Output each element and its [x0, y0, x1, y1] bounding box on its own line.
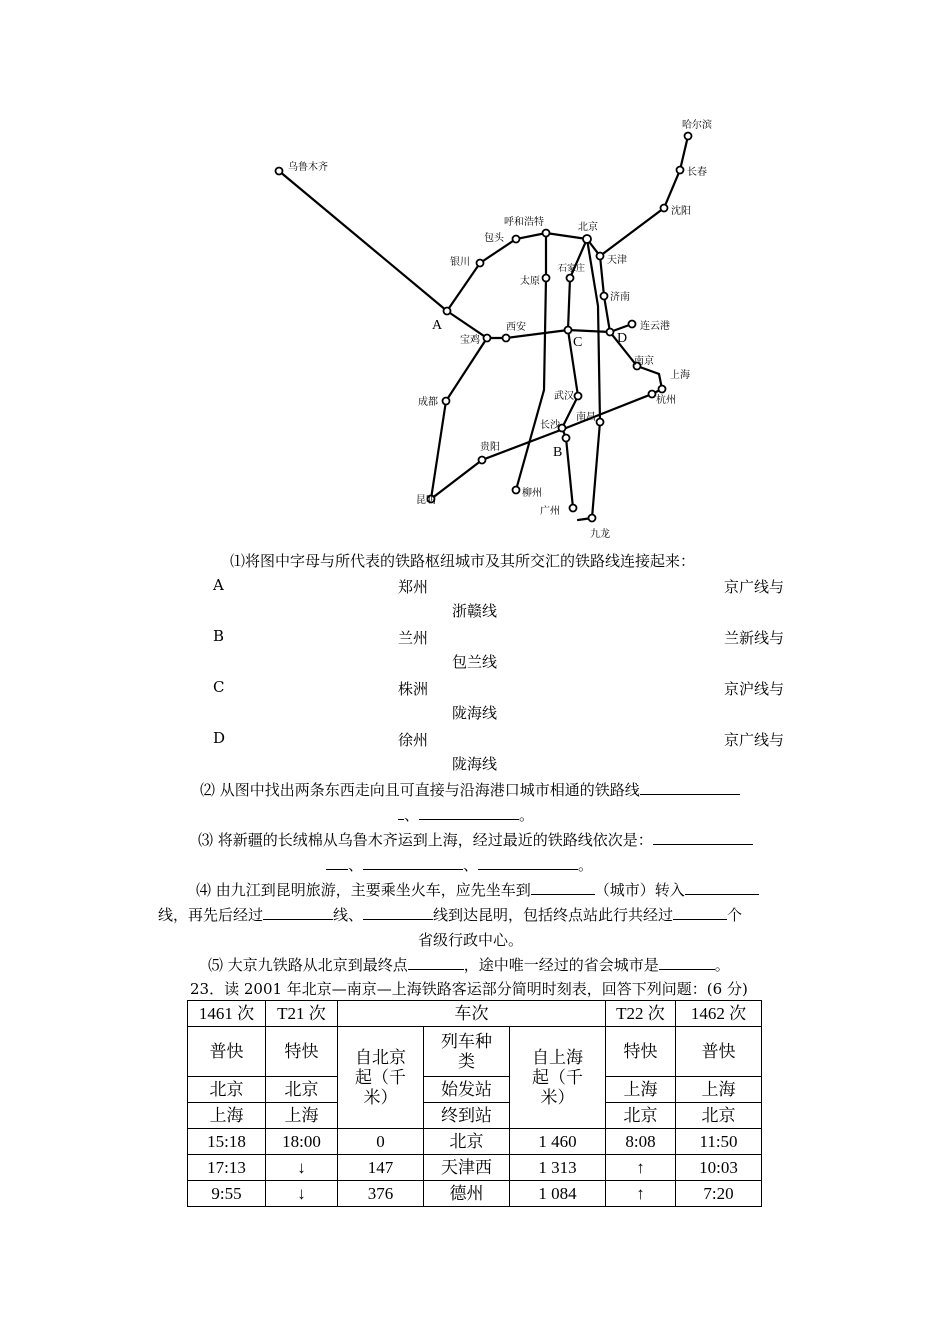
q2-text: [200, 779, 740, 800]
q1-city-b: 兰州: [398, 629, 429, 647]
q1-line-b2: 包兰线: [452, 653, 498, 671]
dest-1461: 上海: [188, 1103, 266, 1129]
station-shijiazhuang: [567, 275, 574, 282]
station-shenyang: [661, 205, 668, 212]
letter-D: D: [617, 331, 628, 346]
letter-C: C: [573, 335, 583, 350]
cell: 376: [338, 1181, 424, 1207]
hdr-t21: T21 次: [266, 1001, 338, 1027]
station-taiyuan: [543, 275, 550, 282]
table-row: [188, 1129, 762, 1155]
station-hangzhou: [649, 391, 656, 398]
timetable: [187, 1000, 762, 1207]
station-baoji: [484, 335, 491, 342]
label-hangzhou: 杭州: [656, 395, 676, 406]
station-C: [565, 327, 572, 334]
station-lianyungang: [629, 321, 636, 328]
q1-line-c: 京沪线与: [724, 680, 785, 698]
letter-B: B: [553, 445, 563, 460]
q3-part-a: ⑶ 将新疆的长绒棉从乌鲁木齐运到上海，经过最近的铁路线依次是：: [198, 831, 653, 849]
table-row: [188, 1155, 762, 1181]
q5-blank-1[interactable]: [408, 969, 464, 970]
label-urumqi: 乌鲁木齐: [288, 162, 328, 173]
label-hohhot: 呼和浩特: [504, 217, 544, 228]
cell: 11:50: [676, 1129, 762, 1155]
q1-letter-a: A: [213, 576, 224, 594]
label-xian: 西安: [506, 322, 526, 333]
cell: 17:13: [188, 1155, 266, 1181]
q3-blank-2[interactable]: [363, 869, 463, 870]
label-yinchuan: 银川: [450, 257, 470, 268]
label-baoji: 宝鸡: [460, 335, 480, 346]
station-yinchuan: [477, 260, 484, 267]
hdr-from-bj: 自北京起（千米）: [338, 1027, 424, 1129]
q4-line2: 线，再先后经过 线、 线到达昆明，包括终点站此行共经过 个: [158, 906, 743, 924]
label-lianyungang: 连云港: [640, 321, 670, 332]
cell: 7:20: [676, 1181, 762, 1207]
cell: ↓: [266, 1181, 338, 1207]
q23-title: 23．读 2001 年北京—南京—上海铁路客运部分简明时刻表，回答下列问题：(6 分): [190, 980, 748, 998]
cell: 0: [338, 1129, 424, 1155]
q1-city-d: 徐州: [398, 731, 429, 749]
line-lanxin: [279, 171, 447, 311]
q3-blank-3[interactable]: [478, 869, 578, 870]
label-guangzhou: 广州: [540, 506, 560, 517]
cell: 1 084: [510, 1181, 606, 1207]
cell: 1 460: [510, 1129, 606, 1155]
station-urumqi: [276, 168, 283, 175]
station-changchun: [677, 167, 684, 174]
station-tianjin: [597, 253, 604, 260]
hdr-start: 始发站: [424, 1077, 510, 1103]
dest-1462: 北京: [676, 1103, 762, 1129]
q4-blank-1[interactable]: [531, 894, 595, 895]
q5-text: ⑸ 大京九铁路从北京到最终点 ，途中唯一经过的省会城市是 。: [208, 956, 730, 974]
station-baotou: [513, 236, 520, 243]
q1-line-a: 京广线与: [724, 578, 785, 596]
label-changsha: 长沙: [540, 420, 560, 431]
station-jiulong: [589, 515, 596, 522]
station-nanchang: [597, 419, 604, 426]
line-jingha: [587, 136, 688, 256]
label-beijing: 北京: [578, 222, 598, 233]
q1-city-a: 郑州: [398, 578, 429, 596]
q2-blank-1[interactable]: [640, 794, 740, 795]
cell: 15:18: [188, 1129, 266, 1155]
hdr-checi: 车次: [338, 1001, 606, 1027]
label-changchun: 长春: [687, 167, 707, 178]
station-D: [607, 329, 614, 336]
label-liuzhou: 柳州: [522, 488, 542, 499]
q1-line-a2: 浙赣线: [452, 602, 498, 620]
label-shijiazhuang: 石家庄: [558, 264, 586, 274]
label-jiulong: 九龙: [590, 529, 610, 540]
station-B: [563, 435, 570, 442]
q3-blank-1[interactable]: [653, 844, 753, 845]
cell: ↑: [606, 1155, 676, 1181]
q1-prompt: ⑴将图中字母与所代表的铁路枢纽城市及其所交汇的铁路线连接起来：: [230, 552, 696, 570]
type-tekuai2: 特快: [606, 1027, 676, 1077]
label-guiyang: 贵阳: [480, 442, 500, 453]
hdr-from-sh: 自上海起（千米）: [510, 1027, 606, 1129]
q1-letter-b: B: [213, 627, 225, 645]
q4-blank-3[interactable]: [263, 919, 333, 920]
origin-t22: 上海: [606, 1077, 676, 1103]
hdr-1462: 1462 次: [676, 1001, 762, 1027]
label-jinan: 济南: [610, 292, 630, 303]
hdr-end: 终到站: [424, 1103, 510, 1129]
label-shanghai: 上海: [670, 370, 690, 381]
letter-A: A: [432, 318, 443, 333]
q2-sep: 、: [404, 806, 420, 824]
cell: ↑: [606, 1181, 676, 1207]
q2-blank-2[interactable]: [419, 819, 519, 820]
q1-letter-c: C: [213, 678, 225, 696]
label-baotou: 包头: [484, 233, 504, 244]
cell: 10:03: [676, 1155, 762, 1181]
station-liuzhou: [513, 487, 520, 494]
q4-blank-4[interactable]: [363, 919, 433, 920]
q1-line-d2: 陇海线: [452, 755, 498, 773]
station-A: [444, 308, 451, 315]
station-shanghai: [659, 386, 666, 393]
q4-line1: ⑷ 由九江到昆明旅游，主要乘坐火车，应先坐车到 （城市）转入: [196, 879, 759, 900]
cell: 德州: [424, 1181, 510, 1207]
q1-letter-d: D: [213, 729, 226, 747]
cell: 18:00: [266, 1129, 338, 1155]
label-shenyang: 沈阳: [671, 206, 691, 217]
type-pukuai: 普快: [188, 1027, 266, 1077]
q1-line-d: 京广线与: [724, 731, 785, 749]
q4-blank-5[interactable]: [673, 919, 727, 920]
label-chengdu: 成都: [418, 397, 438, 408]
line-chengkun: [431, 338, 487, 499]
station-jinan: [601, 293, 608, 300]
label-taiyuan: 太原: [520, 276, 540, 287]
cell: 147: [338, 1155, 424, 1181]
q1-line-c2: 陇海线: [452, 704, 498, 722]
station-harbin: [685, 133, 692, 140]
railway-map: [260, 110, 720, 550]
q2-line2: 、 。: [398, 804, 534, 825]
station-wuhan: [575, 393, 582, 400]
cell: ↓: [266, 1155, 338, 1181]
origin-t21: 北京: [266, 1077, 338, 1103]
type-pukuai2: 普快: [676, 1027, 762, 1077]
hdr-type: 列车种类: [424, 1027, 510, 1077]
hdr-t22: T22 次: [606, 1001, 676, 1027]
station-guangzhou: [570, 505, 577, 512]
q1-line-b: 兰新线与: [724, 629, 785, 647]
cell: 8:08: [606, 1129, 676, 1155]
q2-part-a: ⑵ 从图中找出两条东西走向且可直接与沿海港口城市相通的铁路线: [200, 781, 640, 799]
q5-blank-2[interactable]: [659, 969, 715, 970]
table-row: [188, 1181, 762, 1207]
line-jingjiu: [578, 239, 600, 520]
label-harbin: 哈尔滨: [682, 120, 712, 131]
q4-blank-2[interactable]: [685, 894, 759, 895]
label-nanchang: 南昌: [576, 412, 596, 423]
cell: 1 313: [510, 1155, 606, 1181]
type-tekuai: 特快: [266, 1027, 338, 1077]
label-wuhan: 武汉: [554, 391, 574, 402]
cell: 天津西: [424, 1155, 510, 1181]
q3-line2: 、 、 。: [326, 854, 593, 875]
station-xian: [503, 335, 510, 342]
q3-blank-1b[interactable]: [326, 869, 348, 870]
line-jingguang: [562, 239, 587, 508]
origin-1461: 北京: [188, 1077, 266, 1103]
q3-text: [198, 829, 753, 850]
hdr-1461: 1461 次: [188, 1001, 266, 1027]
dest-t22: 北京: [606, 1103, 676, 1129]
label-tianjin: 天津: [607, 255, 627, 266]
dest-t21: 上海: [266, 1103, 338, 1129]
line-guikun: [431, 428, 566, 499]
origin-1462: 上海: [676, 1077, 762, 1103]
q1-city-c: 株洲: [398, 680, 429, 698]
station-chengdu: [443, 398, 450, 405]
cell: 9:55: [188, 1181, 266, 1207]
label-kunming: 昆明: [416, 495, 436, 506]
line-jiaoliu: [516, 233, 546, 490]
station-beijing: [583, 235, 591, 243]
station-guiyang: [479, 457, 486, 464]
line-longhai: [447, 311, 632, 338]
q4-line3: 省级行政中心。: [418, 931, 524, 949]
station-hohhot: [543, 230, 550, 237]
cell: 北京: [424, 1129, 510, 1155]
label-nanjing: 南京: [634, 356, 654, 367]
